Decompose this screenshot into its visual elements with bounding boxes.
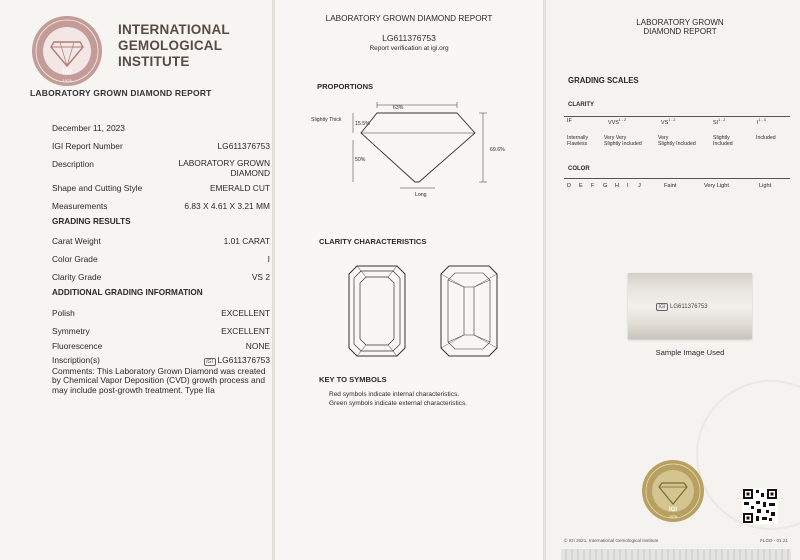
clarity-description: Internally Flawless [567,135,589,147]
proportions-diagram [305,100,515,195]
report-title: LABORATORY GROWN DIAMOND REPORT [30,88,212,98]
sample-inscription-text: IGI LG611376753 [656,303,708,311]
clarity-description: Very Slightly Included [658,135,696,147]
clarity-grade: VVS$^{1 - 2}$ [608,118,626,126]
seal-year: 1975 [62,78,72,83]
clarity-grade: IF [567,118,572,124]
crown-percent: 15.5% [355,121,370,127]
form-code: FLGD - 01.21 [760,538,788,543]
report-panel-right [546,0,800,560]
proportions-heading: PROPORTIONS [317,82,374,91]
color-grade: J [638,183,641,189]
key-to-symbols-heading: KEY TO SYMBOLS [319,375,387,384]
girdle-label: Slightly Thick [311,117,342,123]
igi-logo-icon: IGI [204,358,216,366]
emerald-pavilion-diagram-icon [440,265,498,357]
clarity-grade: VS$^{1 - 2}$ [661,118,676,126]
color-grade: I [627,183,629,189]
color-scale-heading: COLOR [568,166,590,172]
color-range: Very Light [704,183,729,189]
report-title: LABORATORY GROWN DIAMOND REPORT [636,18,724,36]
clarity-description: Very Very Slightly Included [604,135,642,147]
grading-scales-heading: GRADING SCALES [568,76,639,85]
clarity-characteristics-heading: CLARITY CHARACTERISTICS [319,237,427,246]
qr-code-icon[interactable] [742,488,778,524]
color-grade: F [591,183,595,189]
seal-igi-text: IGI [668,507,678,513]
report-title: LABORATORY GROWN DIAMOND REPORT [325,14,493,23]
color-range: Light [759,183,772,189]
seal-igi-text: IGI [62,69,72,76]
report-panel-middle [275,0,543,560]
security-strip [561,549,791,560]
pavilion-percent: 50% [355,157,366,163]
seal-year: 1975 [669,515,677,519]
clarity-description: Slightly Included [713,135,733,147]
grading-results-heading: GRADING RESULTS [52,217,131,226]
sample-inscription-image [628,273,752,339]
igi-seal-icon [30,14,104,88]
table-percent: 63% [393,105,404,111]
clarity-description: Included [756,135,776,141]
color-grade: H [615,183,620,189]
culet-label: Long [415,192,427,198]
additional-grading-heading: ADDITIONAL GRADING INFORMATION [52,288,203,297]
brand-name: INTERNATIONAL GEMOLOGICAL INSTITUTE [118,22,230,69]
clarity-grade: $I^{1 - 3}$ [757,118,766,126]
color-grade: G [603,183,608,189]
report-date: December 11, 2023 [52,123,125,133]
sample-image-caption: Sample Image Used [655,348,725,357]
clarity-grade: SI$^{1 - 2}$ [713,118,726,126]
color-grade: E [579,183,583,189]
copyright-text: © IGI 2021, International Gemological Institute [564,538,659,543]
depth-percent: 69.6% [490,147,505,153]
verification-note: Report verification at igi.org [369,45,449,52]
igi-logo-icon: IGI [656,303,668,311]
comments-text: Comments: This Laboratory Grown Diamond was created by Chemical Vapor Deposition (CVD) growth process and may include post-growth treatment. Type IIa [52,366,266,395]
clarity-scale-line [564,116,790,117]
color-range: Faint [664,183,677,189]
igi-gold-seal-icon [641,459,705,523]
report-number: LG611376753 [382,33,436,43]
clarity-scale-heading: CLARITY [568,102,594,108]
color-grade: D [567,183,572,189]
color-scale-line [564,178,790,179]
key-symbols-text: Red symbols indicate internal characteristics. Green symbols indicate external characteristics. [329,391,468,407]
report-panel-left: IGI 1975 INTERNATIONAL GEMOLOGICAL INSTITUTE LABORATORY GROWN DIAMOND REPORT December 11, 2023 IGI Report Number LG611376753 Description LABORATORY GROWN DIAMOND Shape and Cutting Style EMERALD CUT Measurements 6.83 X 4.61 X 3.21 MM GRADING RESULTS Carat Weight 1.01 CARAT Color Grade I Clarity Grade VS 2 ADDITIONAL GRADING INFORMATION Polish EXCELLENT Symmetry EXCELLENT Fluorescence NONE Inscription(s) IGI LG611376753 Comments: This Laboratory Grown Diamond was created by Chemical Vapor Deposition (CVD) growth process and may include post-growth treatment. Type IIa [0,0,272,560]
emerald-crown-diagram-icon [348,265,406,357]
